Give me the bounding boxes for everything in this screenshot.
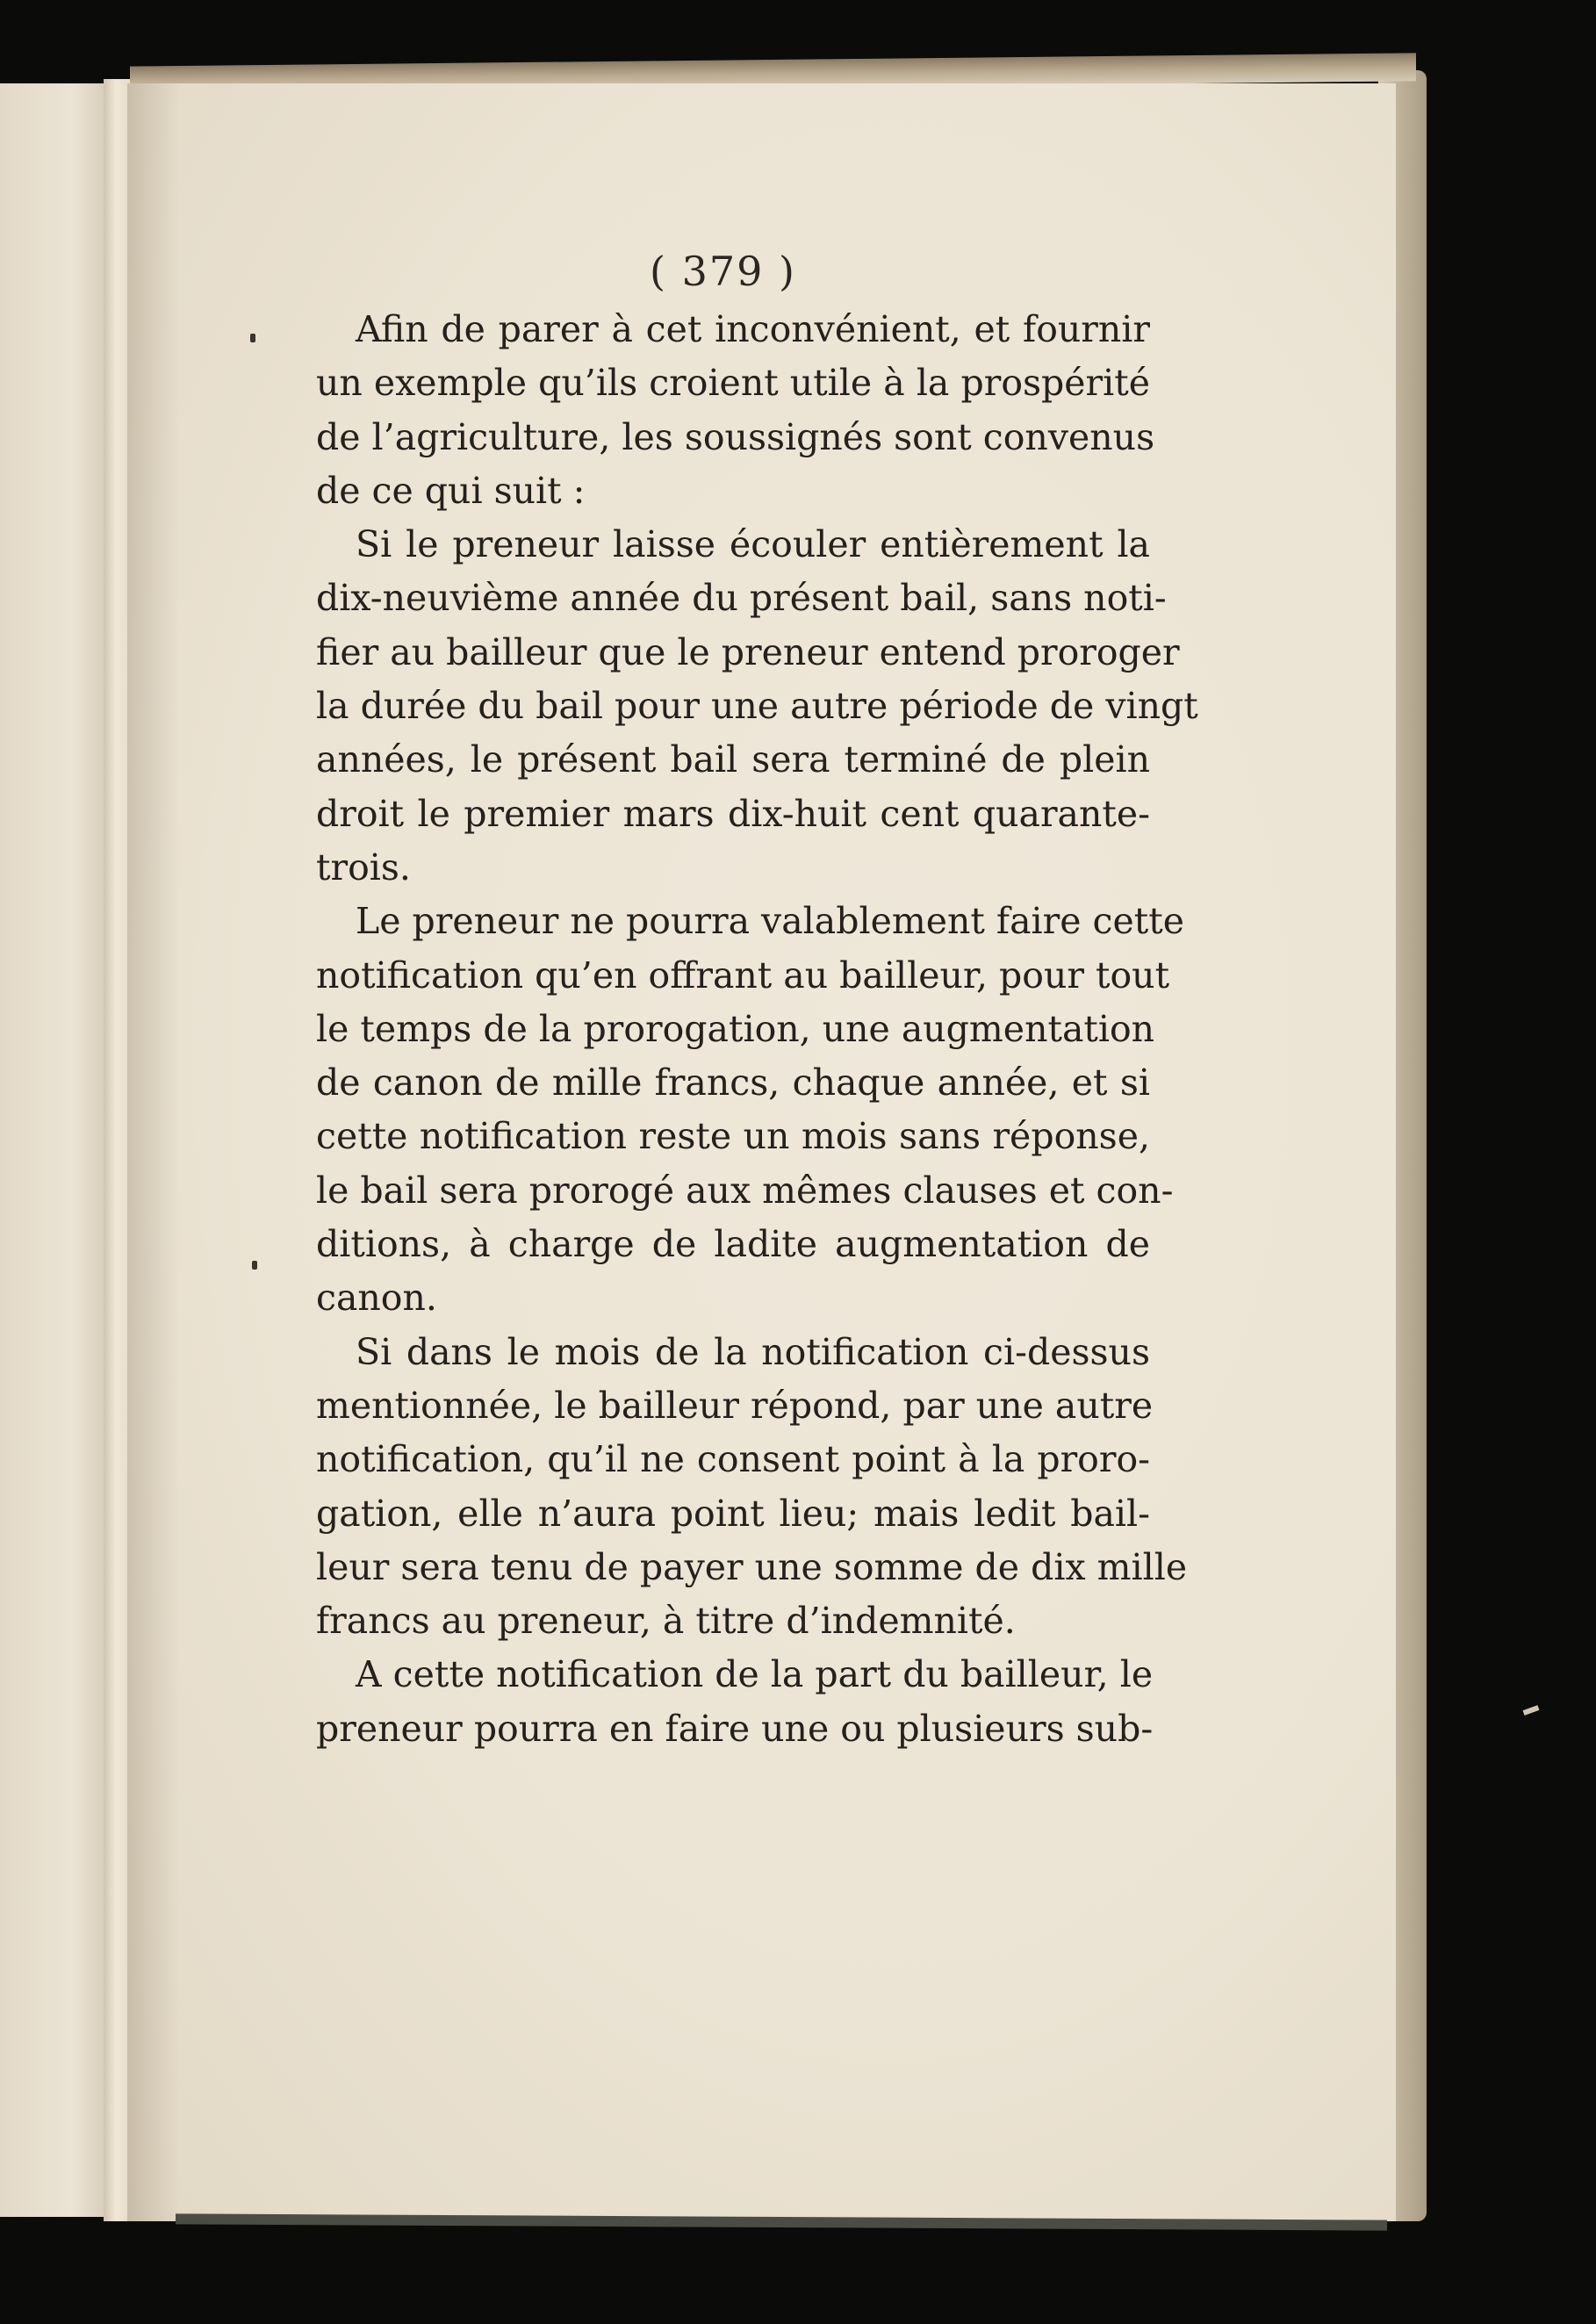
- text-line: fier au bailleur que le preneur entend proroger: [316, 630, 1180, 673]
- text-line: mentionnée, le bailleur répond, par une autre: [316, 1384, 1154, 1427]
- text-line: de ce qui suit :: [316, 469, 586, 512]
- body-text: [316, 303, 1198, 1756]
- text-line: années, le présent bail sera terminé de plein: [316, 738, 1150, 781]
- text-line: notification qu’en offrant au bailleur, pour tout: [316, 953, 1170, 997]
- text-line: trois.: [316, 845, 411, 889]
- margin-mark: [252, 1261, 257, 1270]
- text-line: canon.: [316, 1277, 437, 1320]
- fold-shadow: [127, 83, 180, 2221]
- text-line: cette notification reste un mois sans réponse,: [316, 1115, 1150, 1158]
- text-line: ditions, à charge de ladite augmentation de: [316, 1223, 1150, 1266]
- book-gutter: [104, 79, 130, 2221]
- text-line: Si dans le mois de la notification ci-dessus: [356, 1330, 1150, 1373]
- text-line: A cette notification de la part du bailleur, le: [356, 1653, 1154, 1696]
- left-facing-page: [0, 83, 104, 2217]
- text-line: de l’agriculture, les soussignés sont convenus: [316, 415, 1155, 458]
- text-line: de canon de mille francs, chaque année, et si: [316, 1061, 1150, 1104]
- text-line: droit le premier mars dix-huit cent quarante-: [316, 792, 1150, 835]
- text-line: Le preneur ne pourra valablement faire cette: [356, 900, 1184, 943]
- text-line: dix-neuvième année du présent bail, sans noti-: [316, 577, 1167, 620]
- text-line: leur sera tenu de payer une somme de dix mille: [316, 1545, 1188, 1588]
- text-line: Afin de parer à cet inconvénient, et fournir: [356, 308, 1150, 350]
- text-line: gation, elle n’aura point lieu; mais ledit bail-: [316, 1492, 1150, 1535]
- text-line: le bail sera prorogé aux mêmes clauses et con-: [316, 1169, 1174, 1212]
- text-line: preneur pourra en faire une ou plusieurs sub-: [316, 1707, 1154, 1750]
- paper-flake: [1523, 1705, 1540, 1716]
- text-line: le temps de la prorogation, une augmentation: [316, 1007, 1155, 1050]
- page-number: ( 379 ): [650, 248, 796, 295]
- text-line: la durée du bail pour une autre période de vingt: [316, 685, 1198, 728]
- margin-mark: [250, 334, 255, 342]
- text-line: notification, qu’il ne consent point à la proro-: [316, 1438, 1150, 1481]
- text-line: francs au preneur, à titre d’indemnité.: [316, 1600, 1016, 1643]
- text-line: Si le preneur laisse écouler entièrement la: [356, 523, 1150, 566]
- text-line: un exemple qu’ils croient utile à la prospérité: [316, 362, 1150, 405]
